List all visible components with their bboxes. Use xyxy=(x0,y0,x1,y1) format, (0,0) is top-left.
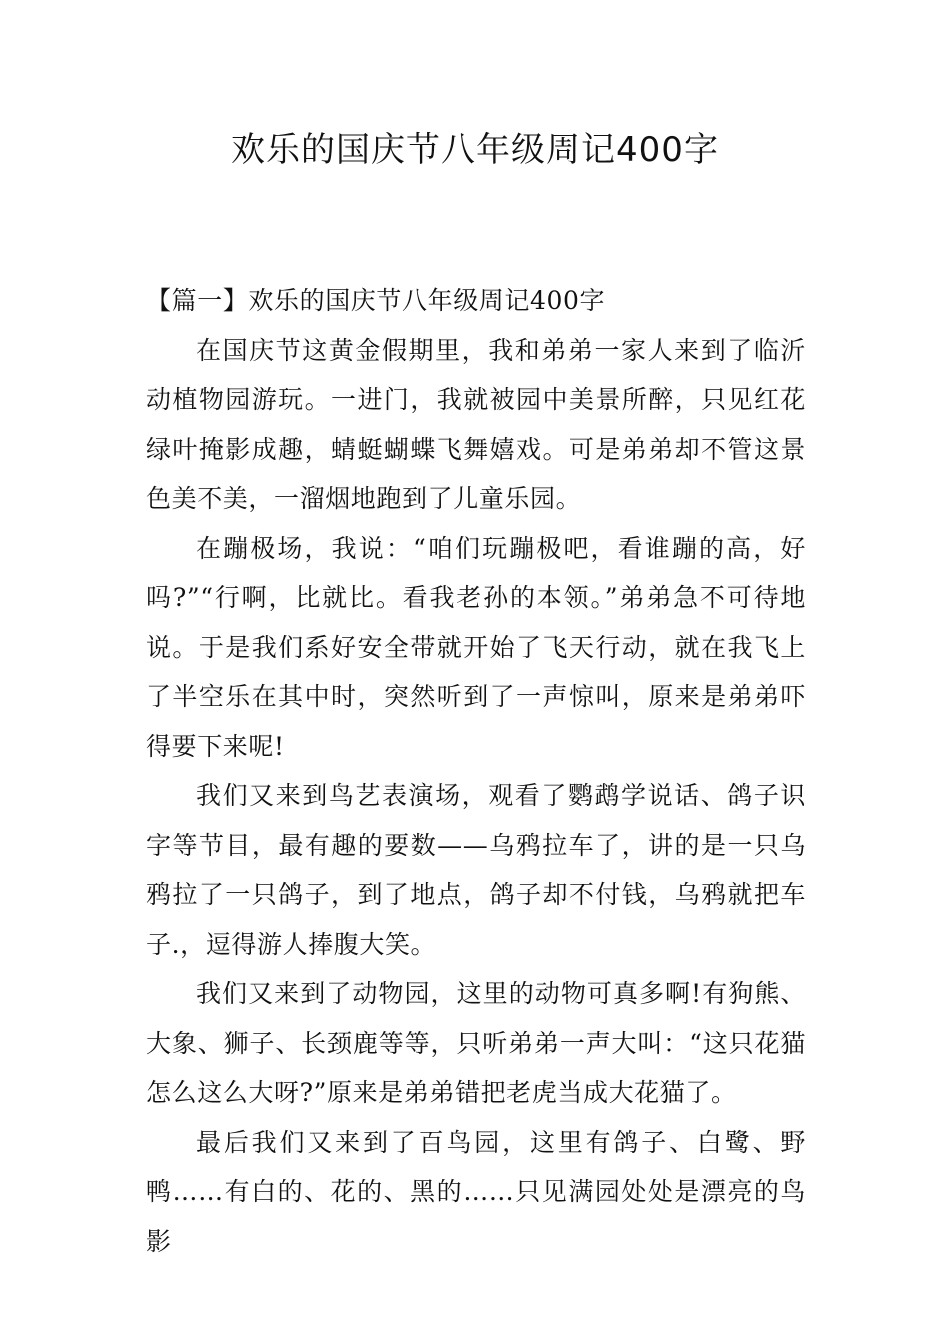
document-title: 欢乐的国庆节八年级周记400字 xyxy=(231,130,719,170)
paragraph: 在蹦极场，我说：“咱们玩蹦极吧，看谁蹦的高，好吗?”“行啊，比就比。看我老孙的本领。”弟弟急不可待地说。于是我们系好安全带就开始了飞天行动，就在我飞上了半空乐在其中时，突然听到了一声惊叫，原来是弟弟吓得要下来呢! xyxy=(146,533,806,761)
paragraph: 我们又来到鸟艺表演场，观看了鹦鹉学说话、鸽子识字等节目，最有趣的要数——乌鸦拉车了，讲的是一只乌鸦拉了一只鸽子，到了地点，鸽子却不付钱，乌鸦就把车子.，逗得游人捧腹大笑。 xyxy=(146,781,806,959)
paragraph: 在国庆节这黄金假期里，我和弟弟一家人来到了临沂动植物园游玩。一进门，我就被园中美景所醉，只见红花绿叶掩影成趣，蜻蜓蝴蝶飞舞嬉戏。可是弟弟却不管这景色美不美，一溜烟地跑到了儿童乐园。 xyxy=(146,335,806,513)
document-body xyxy=(146,276,806,1266)
paragraph: 我们又来到了动物园，这里的动物可真多啊!有狗熊、大象、狮子、长颈鹿等等，只听弟弟一声大叫：“这只花猫怎么这么大呀?”原来是弟弟错把老虎当成大花猫了。 xyxy=(146,979,806,1107)
paragraph: 最后我们又来到了百鸟园，这里有鸽子、白鹭、野鸭……有白的、花的、黑的……只见满园处处是漂亮的鸟影 xyxy=(146,1127,806,1256)
section-heading: 【篇一】欢乐的国庆节八年级周记400字 xyxy=(146,286,606,315)
